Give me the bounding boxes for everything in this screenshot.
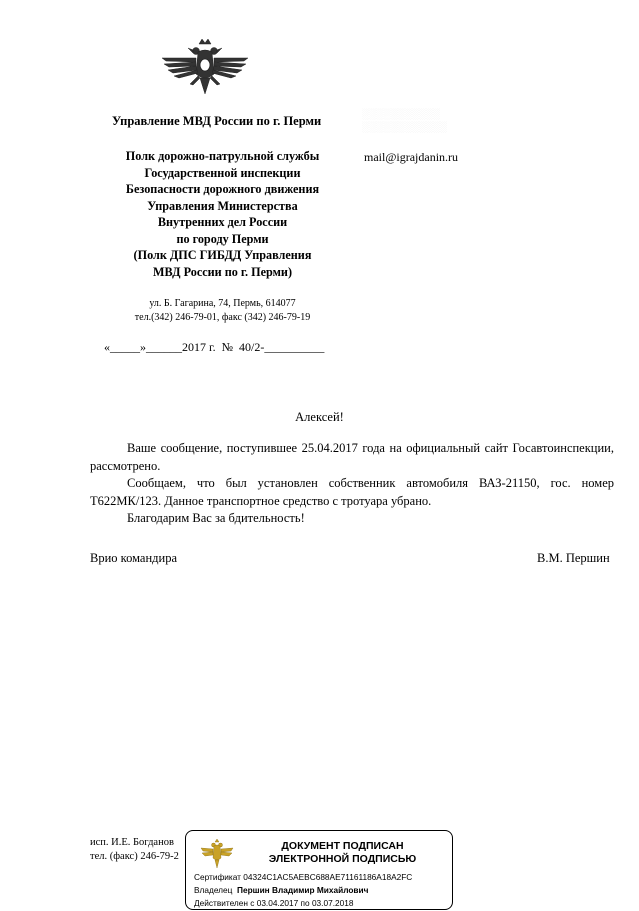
paragraph-3: Благодарим Вас за бдительность! <box>127 511 305 525</box>
electronic-signature-stamp <box>185 830 453 910</box>
owner-label: Владелец <box>194 884 233 895</box>
stamp-owner-row <box>194 884 412 897</box>
department-line: Безопасности дорожного движения <box>125 182 320 196</box>
greeting: Алексей! <box>295 410 344 424</box>
department-block <box>100 148 345 280</box>
department-line: Полк дорожно-патрульной службы <box>125 149 320 163</box>
redacted-field: ░░░░░░░░░░░ ░░░░░░░░░░░░ <box>362 109 448 133</box>
executor-block <box>90 836 179 864</box>
executor-name: исп. И.Е. Богданов <box>90 837 174 848</box>
stamp-eagle-icon <box>200 839 234 869</box>
signature-role: Врио командира <box>90 551 178 565</box>
double-headed-eagle-emblem <box>160 38 250 96</box>
owner-value: Першин Владимир Михайлович <box>237 884 369 895</box>
paragraph-1: Ваше сообщение, поступившее 25.04.2017 года на официальный сайт Госавтоинспекции, рассмотрено. <box>90 441 614 473</box>
certificate-label: Сертификат <box>194 872 241 882</box>
stamp-details <box>194 871 412 909</box>
department-line: (Полк ДПС ГИБДД Управления <box>133 248 312 262</box>
department-line: по городу Перми <box>176 231 269 246</box>
department-line: МВД России по г. Перми) <box>152 264 293 279</box>
certificate-value: 04324C1AC5AEBC688AE71161186A18A2FC <box>243 872 413 882</box>
letter-body <box>90 440 614 528</box>
contact-block <box>100 297 345 325</box>
stamp-certificate-row <box>194 871 412 884</box>
department-line: Внутренних дел России <box>157 215 288 229</box>
department-line: Государственной инспекции <box>144 165 301 180</box>
signature-name: В.М. Першин <box>537 551 610 565</box>
stamp-title <box>240 840 445 866</box>
paragraph-2: Сообщаем, что был установлен собственник автомобиля ВАЗ-21150, гос. номер Т622МК/123. Данное транспортное средство с тротуара убрано. <box>90 476 614 508</box>
recipient-email: mail@igrajdanin.ru <box>364 150 459 164</box>
phone-fax: тел.(342) 246-79-01, факс (342) 246-79-19 <box>134 312 311 323</box>
executor-phone: тел. (факс) 246-79-2 <box>90 851 179 862</box>
stamp-title-line: ЭЛЕКТРОННОЙ ПОДПИСЬЮ <box>268 853 417 865</box>
address: ул. Б. Гагарина, 74, Пермь, 614077 <box>149 298 296 309</box>
registration-number: «_____»______2017 г. № 40/2-__________ <box>104 340 325 354</box>
department-line: Управления Министерства <box>147 198 298 213</box>
stamp-validity: Действителен с 03.04.2017 по 03.07.2018 <box>194 897 354 908</box>
stamp-title-line: ДОКУМЕНТ ПОДПИСАН <box>281 840 404 852</box>
ministry-name: Управление МВД России по г. Перми <box>112 114 322 128</box>
